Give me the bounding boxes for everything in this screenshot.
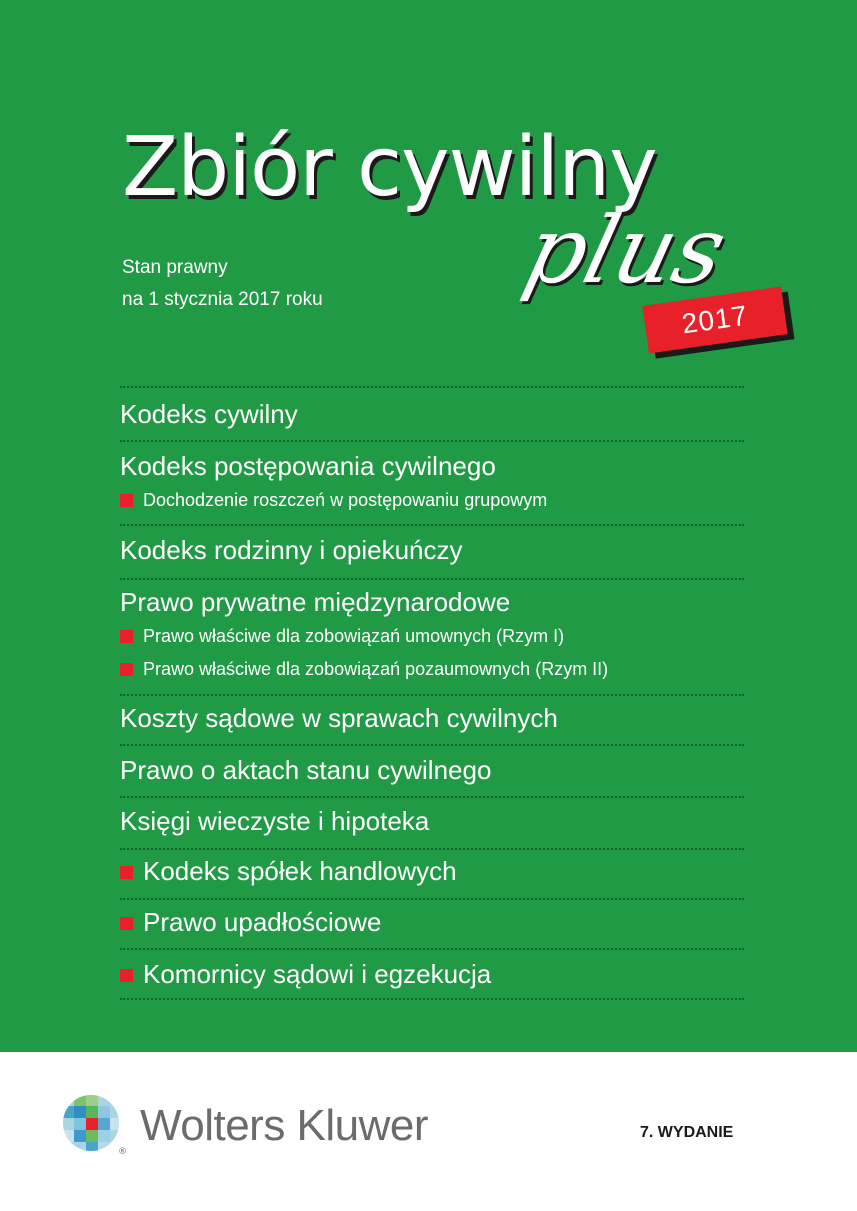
dotted-divider [120,524,744,526]
contents-item-akty-stanu-cywilnego [120,754,491,786]
dotted-divider [120,440,744,442]
new-marker-square [120,969,133,982]
new-marker-square [120,663,133,676]
contents-list [120,386,744,1001]
contents-item-label: Kodeks rodzinny i opiekuńczy [120,535,463,565]
contents-item-label: Prawo prywatne międzynarodowe [120,587,511,617]
dotted-divider [120,694,744,696]
contents-subitem-label: Prawo właściwe dla zobowiązań pozaumownych (Rzym II) [143,659,609,679]
registered-mark: ® [118,1147,127,1157]
legal-status [122,252,323,316]
dotted-divider [120,998,744,1000]
contents-subitem-label: Prawo właściwe dla zobowiązań umownych (Rzym I) [143,626,565,646]
contents-item-label: Kodeks cywilny [120,399,298,429]
new-marker-square [120,917,133,930]
contents-item-ksiegi-wieczyste [120,805,429,837]
dotted-divider [120,848,744,850]
new-marker-square [120,630,133,643]
contents-item-label: Prawo o aktach stanu cywilnego [120,755,492,785]
wolters-kluwer-logo-icon [62,1094,127,1157]
dotted-divider [120,744,744,746]
contents-item-kpc [120,450,496,482]
contents-subitem-label: Dochodzenie roszczeń w postępowaniu grupowym [143,490,548,510]
contents-subitem-postepowanie-grupowe [120,488,547,512]
legal-status-line-2: na 1 stycznia 2017 roku [122,289,323,310]
contents-item-label: Kodeks postępowania cywilnego [120,451,496,481]
book-subtitle: plus [514,197,737,304]
dotted-divider [120,386,744,388]
dotted-divider [120,898,744,900]
contents-item-kodeks-cywilny [120,398,298,430]
legal-status-line-1: Stan prawny [122,257,228,278]
contents-subitem-rzym-1 [120,624,564,648]
dotted-divider [120,948,744,950]
book-title: Zbiór cywilny [122,120,657,215]
contents-item-kodeks-rodzinny [120,534,463,566]
edition-label: 7. WYDANIE [640,1124,734,1141]
contents-item-label: Koszty sądowe w sprawach cywilnych [120,703,558,733]
dotted-divider [120,796,744,798]
contents-item-komornicy [120,958,491,990]
contents-item-label: Kodeks spółek handlowych [143,856,457,886]
contents-item-kodeks-spolek [120,855,457,887]
new-marker-square [120,866,133,879]
contents-subitem-rzym-2 [120,657,608,681]
contents-item-label: Księgi wieczyste i hipoteka [120,806,430,836]
year-label: 2017 [679,299,750,340]
contents-item-koszty-sadowe [120,702,558,734]
new-marker-square [120,494,133,507]
contents-item-label: Komornicy sądowi i egzekucja [143,959,492,989]
dotted-divider [120,578,744,580]
contents-item-label: Prawo upadłościowe [143,907,382,937]
contents-item-prawo-prywatne [120,586,510,618]
publisher-name: Wolters Kluwer [140,1101,429,1150]
contents-item-prawo-upadlosciowe [120,906,381,938]
